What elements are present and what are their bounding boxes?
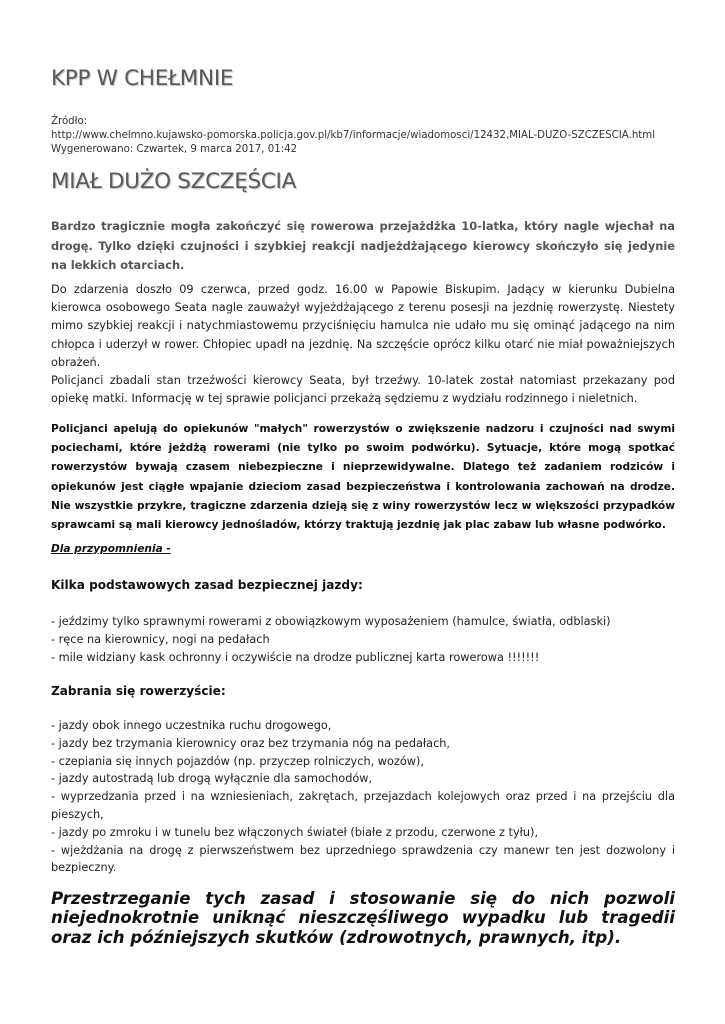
generated-timestamp: Wygenerowano: Czwartek, 9 marca 2017, 01:42 <box>51 144 298 155</box>
article-body <box>51 281 675 408</box>
source-url[interactable]: http://www.chelmno.kujawsko-pomorska.policja.gov.pl/kb7/informacje/wiadomosci/12432,MIAL-DUZO-SZCZESCIA.html <box>51 130 656 141</box>
list-item: - jazdy autostradą lub drogą wyłącznie dla samochodów, <box>51 772 373 786</box>
list-item: - czepiania się innych pojazdów (np. przyczep rolniczych, wozów), <box>51 754 425 768</box>
police-appeal: Policjanci apelują do opiekunów "małych" rowerzystów o zwiększenie nadzoru i czujności nad swymi pociechami, które jeżdżą rowerami (nie tylko po swoim podwórku). Sytuacje, które mogą spotkać rowerzystów bywają czasem niebezpieczne i nieprzewidywalne. Dlatego też zadaniem rodziców i opiekunów jest ciągłe wpajanie dzieciom zasad bezpieczeństwa i kontrolowania zachowań na drodze. Nie wszystkie przykre, tragiczne zdarzenia dzieją się z winy rowerzystów lecz w większości przypadków sprawcami są mali kierowcy jednośladów, którzy traktują jezdnię jak plac zabaw lub własne podwórko. <box>51 423 675 532</box>
reminder-label: Dla przypomnienia - <box>51 543 171 555</box>
prohibited-list <box>51 717 675 877</box>
list-item: - ręce na kierownicy, nogi na pedałach <box>51 632 270 646</box>
closing-statement: Przestrzeganie tych zasad i stosowanie się do nich pozwoli niejednokrotnie uniknąć nieszczęśliwego wypadku lub tragedii oraz ich późniejszych skutków (zdrowotnych, prawnych, itp). <box>51 889 675 947</box>
body-paragraph: Do zdarzenia doszło 09 czerwca, przed godz. 16.00 w Papowie Biskupim. Jadący w kierunku Dubielna kierowca osobowego Seata nagle zauważył wyjeżdżającego z terenu posesji na jezdnię rowerzystę. Niestety mimo szybkiej reakcji i natychmiastowemu przyciśnięciu hamulca nie udało mu się ominąć jadącego na nim chłopca i uderzył w rower. Chłopiec upadł na jezdnię. Na szczęście oprócz kilku otarć nie miał poważniejszych obrażeń. <box>51 283 675 369</box>
site-title: KPP W CHEŁMNIE <box>51 66 234 91</box>
body-paragraph: Policjanci zbadali stan trzeźwości kierowcy Seata, był trzeźwy. 10-latek został natomiast przekazany pod opiekę matki. Informację w tej sprawie policjanci przekażą sędziemu z wydziału rodzinnego i nieletnich. <box>51 374 675 406</box>
list-item: - jeździmy tylko sprawnymi rowerami z obowiązkowym wyposażeniem (hamulce, światła, odblaski) <box>51 615 611 628</box>
list-item: - wyprzedzania przed i na wzniesieniach, zakrętach, przejazdach kolejowych oraz przed i na przejściu dla pieszych, <box>51 790 675 821</box>
list-item: - mile widziany kask ochronny i oczywiście na drodze publicznej karta rowerowa !!!!!!! <box>51 650 540 664</box>
prohibited-heading: Zabrania się rowerzyście: <box>51 684 226 698</box>
list-item: - jazdy bez trzymania kierownicy oraz bez trzymania nóg na pedałach, <box>51 736 451 750</box>
list-item: - jazdy obok innego uczestnika ruchu drogowego, <box>51 719 332 732</box>
source-label: Źródło: <box>51 116 88 127</box>
list-item: - wjeżdżania na drogę z pierwszeństwem bez uprzedniego sprawdzenia czy manewr ten jest dozwolony i bezpieczny. <box>51 843 675 875</box>
article-title: MIAŁ DUŻO SZCZĘŚCIA <box>51 169 297 194</box>
article-lead: Bardzo tragicznie mogła zakończyć się rowerowa przejażdżka 10-latka, który nagle wjechał na drogę. Tylko dzięki czujności i szybkiej reakcji nadjeżdżającego kierowcy skończyło się jedynie na lekkich otarciach. <box>51 219 675 273</box>
rules-heading: Kilka podstawowych zasad bezpiecznej jazdy: <box>51 578 363 592</box>
rules-list <box>51 613 675 666</box>
source-meta <box>51 115 675 157</box>
list-item: - jazdy po zmroku i w tunelu bez włączonych świateł (białe z przodu, czerwone z tyłu), <box>51 825 539 839</box>
